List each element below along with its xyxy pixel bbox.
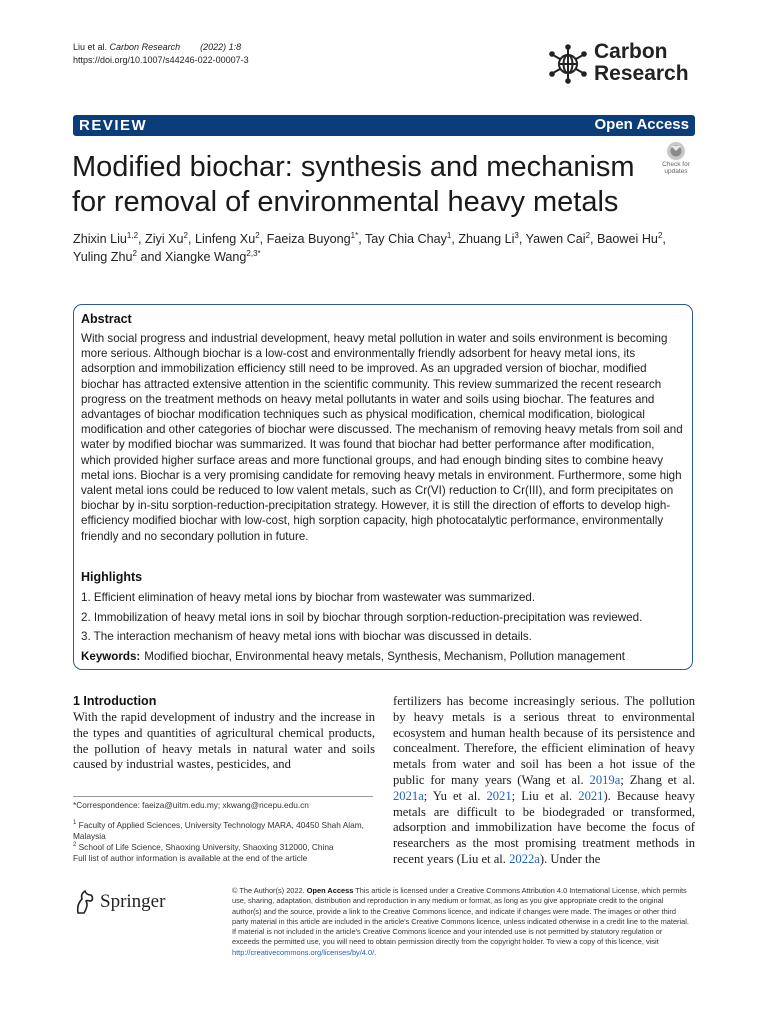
- springer-horse-icon: [73, 889, 97, 915]
- citation-line: [73, 41, 249, 67]
- highlights-heading: Highlights: [81, 570, 143, 584]
- article-type-banner: [73, 115, 695, 136]
- correspondence-note: *Correspondence: faeiza@uitm.edu.my; xkwang@ncepu.edu.cn: [73, 800, 309, 810]
- article-type-label: REVIEW: [79, 117, 148, 134]
- abstract-heading: Abstract: [81, 312, 132, 326]
- intro-left-column: With the rapid development of industry and the increase in the types and quantities of agricultural chemical products, the pollution of heavy metals in natural water and soils caused by industrial wastes, pesticides, and: [73, 710, 375, 772]
- license-statement: © The Author(s) 2022. Open Access This article is licensed under a Creative Commons Attribution 4.0 International License, which permits use, sharing, adaptation, distribution and reproduction in any medium or format, as long as you give appropriate credit to the original author(s) and the source, provide a link to the Creative Commons licence, and indicate if changes were made. The images or other third party material in this article are included in the article's Creative Commons licence, unless indicated otherwise in a credit line to the material. If material is not included in the article's Creative Commons licence and your intended use is not permitted by statutory regulation or exceeds the permitted use, you will need to obtain permission directly from the copyright holder. To view a copy of this licence, visit http://creativecommons.org/licenses/by/4.0/.: [232, 886, 689, 957]
- check-updates-icon: [655, 141, 697, 161]
- affiliation-1: $^1$ Faculty of Applied Sciences, University Technology MARA, 40450 Shah Alam, Malaysia: [73, 820, 364, 841]
- journal-logo: [548, 40, 708, 86]
- check-for-updates-badge[interactable]: Check for updates: [655, 141, 697, 183]
- publisher-name: Springer: [100, 891, 166, 912]
- carbon-network-icon: [548, 44, 588, 84]
- journal-name: Carbon Research: [594, 40, 689, 85]
- citation-authors: Liu et al.: [73, 42, 108, 52]
- abstract-text: With social progress and industrial development, heavy metal pollution in water and soils environment is becoming more serious. Although biochar is a low-cost and environmentally friendly adsorbent for heavy metal ions, its adsorption and immobilization efficiency still need to be improved. As an upgraded version of biochar, modified biochar has attracted extensive attention in the scientific community. This review summarized the recent research progress on the treatment methods on heavy metal pollutants in water and soils using biochar. The features and advantages of biochar modification techniques such as physical modification, chemical modification, biological modification and other categories of biochar were discussed. The mechanism of removing heavy metals from soil and water by modified biochar was summarized. It was found that biochar had better performance after modification, which provided higher surface areas and more functional groups, and had enough binding sites to combine heavy metal ions. Biochar is a very promising candidate for removing heavy metals in environment. Furthermore, some high valent metal ions could be reduced to low valent metals, such as Cr(VI) reduction to Cr(III), and form precipitates on biochar by in-situ sorption-reduction-precipitation strategy. However, it is still the direction of efforts to develop high-efficiency modified biochar with low-cost, high sorption capacity, high photocatalytic performance, environmentally friendly and no secondary pollution in future.: [81, 332, 683, 543]
- article-title: Modified biochar: synthesis and mechanism for removal of environmental heavy metals: [72, 151, 635, 218]
- author-list: Zhixin Liu$^{1,2}$, Ziyi Xu$^2$, Linfeng Xu$^2$, Faeiza Buyong$^{1*}$, Tay Chia Chay$^1$, Zhuang Li$^3$, Yawen Cai$^2$, Baowei Hu$^2$, Yuling Zhu$^2$ and Xiangke Wang$^{2,3*}$: [73, 230, 666, 264]
- keywords-label: Keywords:: [81, 650, 141, 663]
- affiliation-2: $^2$ School of Life Science, Shaoxing University, Shaoxing 312000, China: [73, 842, 334, 852]
- intro-right-column: fertilizers has become increasingly serious. The pollution by heavy metals is a serious threat to environmental ecosystem and human health because of its persistence and concealment. Therefore, the efficient elimination of heavy metals from water and soil has been a hot issue of the public for many years (Wang et al. 2019a; Zhang et al. 2021a; Yu et al. 2021; Liu et al. 2021). Because heavy metals are difficult to be biodegraded or transformed, adsorption and immobilization have become the focus of researchers as the most promising treatment methods in recent years (Liu et al. 2022a). Under the: [393, 694, 695, 866]
- keywords-text: Modified biochar, Environmental heavy metals, Synthesis, Mechanism, Pollution management: [144, 650, 626, 663]
- doi-link[interactable]: https://doi.org/10.1007/s44246-022-00007-3: [73, 55, 249, 65]
- citation-journal: Carbon Research: [109, 42, 181, 52]
- keywords: [81, 649, 683, 664]
- highlight-item: 2. Immobilization of heavy metal ions in soil by biochar through sorption-reduction-precipitation was reviewed.: [81, 611, 643, 624]
- publisher-logo: [73, 888, 183, 918]
- footnote-divider: [73, 796, 373, 797]
- open-access-label: Open Access: [594, 116, 689, 133]
- citation-year: (2022) 1:8: [200, 42, 242, 52]
- highlight-item: 1. Efficient elimination of heavy metal ions by biochar from wastewater was summarized.: [81, 591, 536, 604]
- section-heading-introduction: 1 Introduction: [73, 694, 157, 708]
- highlight-item: 3. The interaction mechanism of heavy metal ions with biochar was discussed in details.: [81, 630, 532, 643]
- author-info-note: Full list of author information is available at the end of the article: [73, 853, 308, 863]
